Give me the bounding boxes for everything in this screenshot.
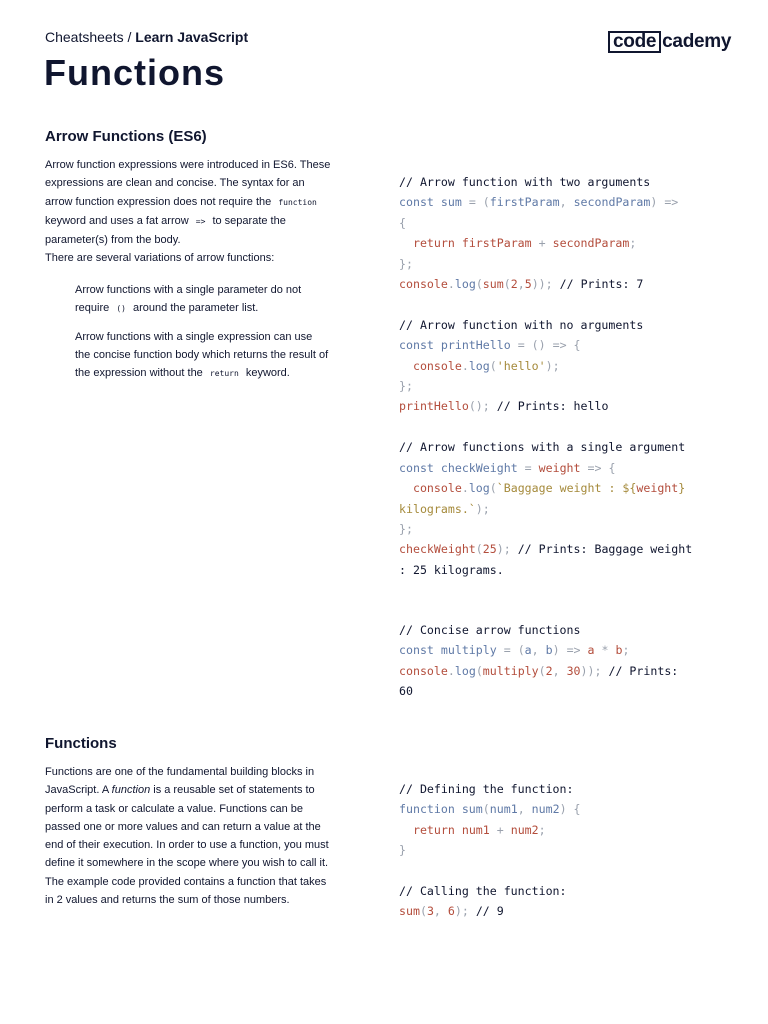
arrow-functions-description [45, 156, 335, 268]
inline-code-parens: () [116, 304, 126, 314]
code-block-functions [399, 779, 581, 922]
page-title: Functions [44, 52, 225, 93]
inline-code-function: function [278, 197, 317, 207]
breadcrumb [45, 29, 248, 45]
code-snippet: // Defining the function: function sum(num1, num2) { return num1 + num2; } // Calling the function: sum(3, 6); // 9 [399, 782, 581, 919]
list-item-text: around the parameter list. [133, 302, 259, 315]
inline-code-return: return [209, 369, 239, 379]
code-block-concise-arrow [399, 620, 678, 702]
desc-emphasis: function [111, 784, 151, 797]
code-block-arrow-functions [399, 172, 692, 580]
desc-text: to separate the parameter(s) from the body. [45, 214, 286, 247]
desc-text: keyword and uses a fat arrow [45, 214, 189, 227]
desc-text: Functions are one of the fundamental building blocks in JavaScript. A [45, 766, 315, 797]
list-item [75, 328, 330, 384]
code-snippet: // Concise arrow functions const multiply = (a, b) => a * b; console.log(multiply(2, 30)); // Prints: 60 [399, 623, 679, 699]
breadcrumb-current[interactable]: Learn JavaScript [135, 29, 249, 45]
breadcrumb-cheatsheets-link[interactable]: Cheatsheets / [45, 29, 132, 45]
code-snippet: // Arrow function with two arguments const sum = (firstParam, secondParam) => { return firstParam + secondParam; }; console.log(sum(2,5)); // Prints: 7 // Arrow function with no arguments const printHello = () => { console.log('hello'); }; printHello(); // Prints: hello // Arrow functions with a single argument const checkWeight = weight => { console.log(`Baggage weight : ${weight} kilograms.`); }; checkWeight(25); // Prints: Baggage weight : 25 kilograms. [399, 175, 693, 577]
logo-cademy-text: cademy [662, 31, 732, 52]
arrow-variations-list [75, 281, 330, 392]
codecademy-logo[interactable] [608, 31, 731, 53]
section-title-functions: Functions [45, 735, 117, 752]
desc-text: The example code provided contains a function that takes in 2 values and returns the sum of those numbers. [45, 875, 327, 907]
section-title-arrow-functions: Arrow Functions (ES6) [45, 128, 207, 145]
desc-text: Arrow function expressions were introduced in ES6. These expressions are clean and concise. The syntax for an arrow function expression does not require the [45, 159, 331, 208]
list-item-text: keyword. [245, 367, 290, 380]
list-item [75, 281, 330, 319]
inline-code-arrow: => [195, 216, 206, 226]
desc-text: There are several variations of arrow functions: [45, 252, 275, 265]
logo-code-box: code [608, 31, 661, 53]
functions-description [45, 763, 335, 909]
list-item-text: Arrow functions with a single parameter do not require [75, 284, 302, 315]
desc-text: is a reusable set of statements to perform a task or calculate a value. Functions can be passed one or more values and can return a value at the end of their execution. In order to use a function, you must define it somewhere in the scope where you wish to call it. [45, 784, 329, 870]
list-item-text: Arrow functions with a single expression can use the concise function body which returns the result of the expression without the [75, 330, 329, 380]
